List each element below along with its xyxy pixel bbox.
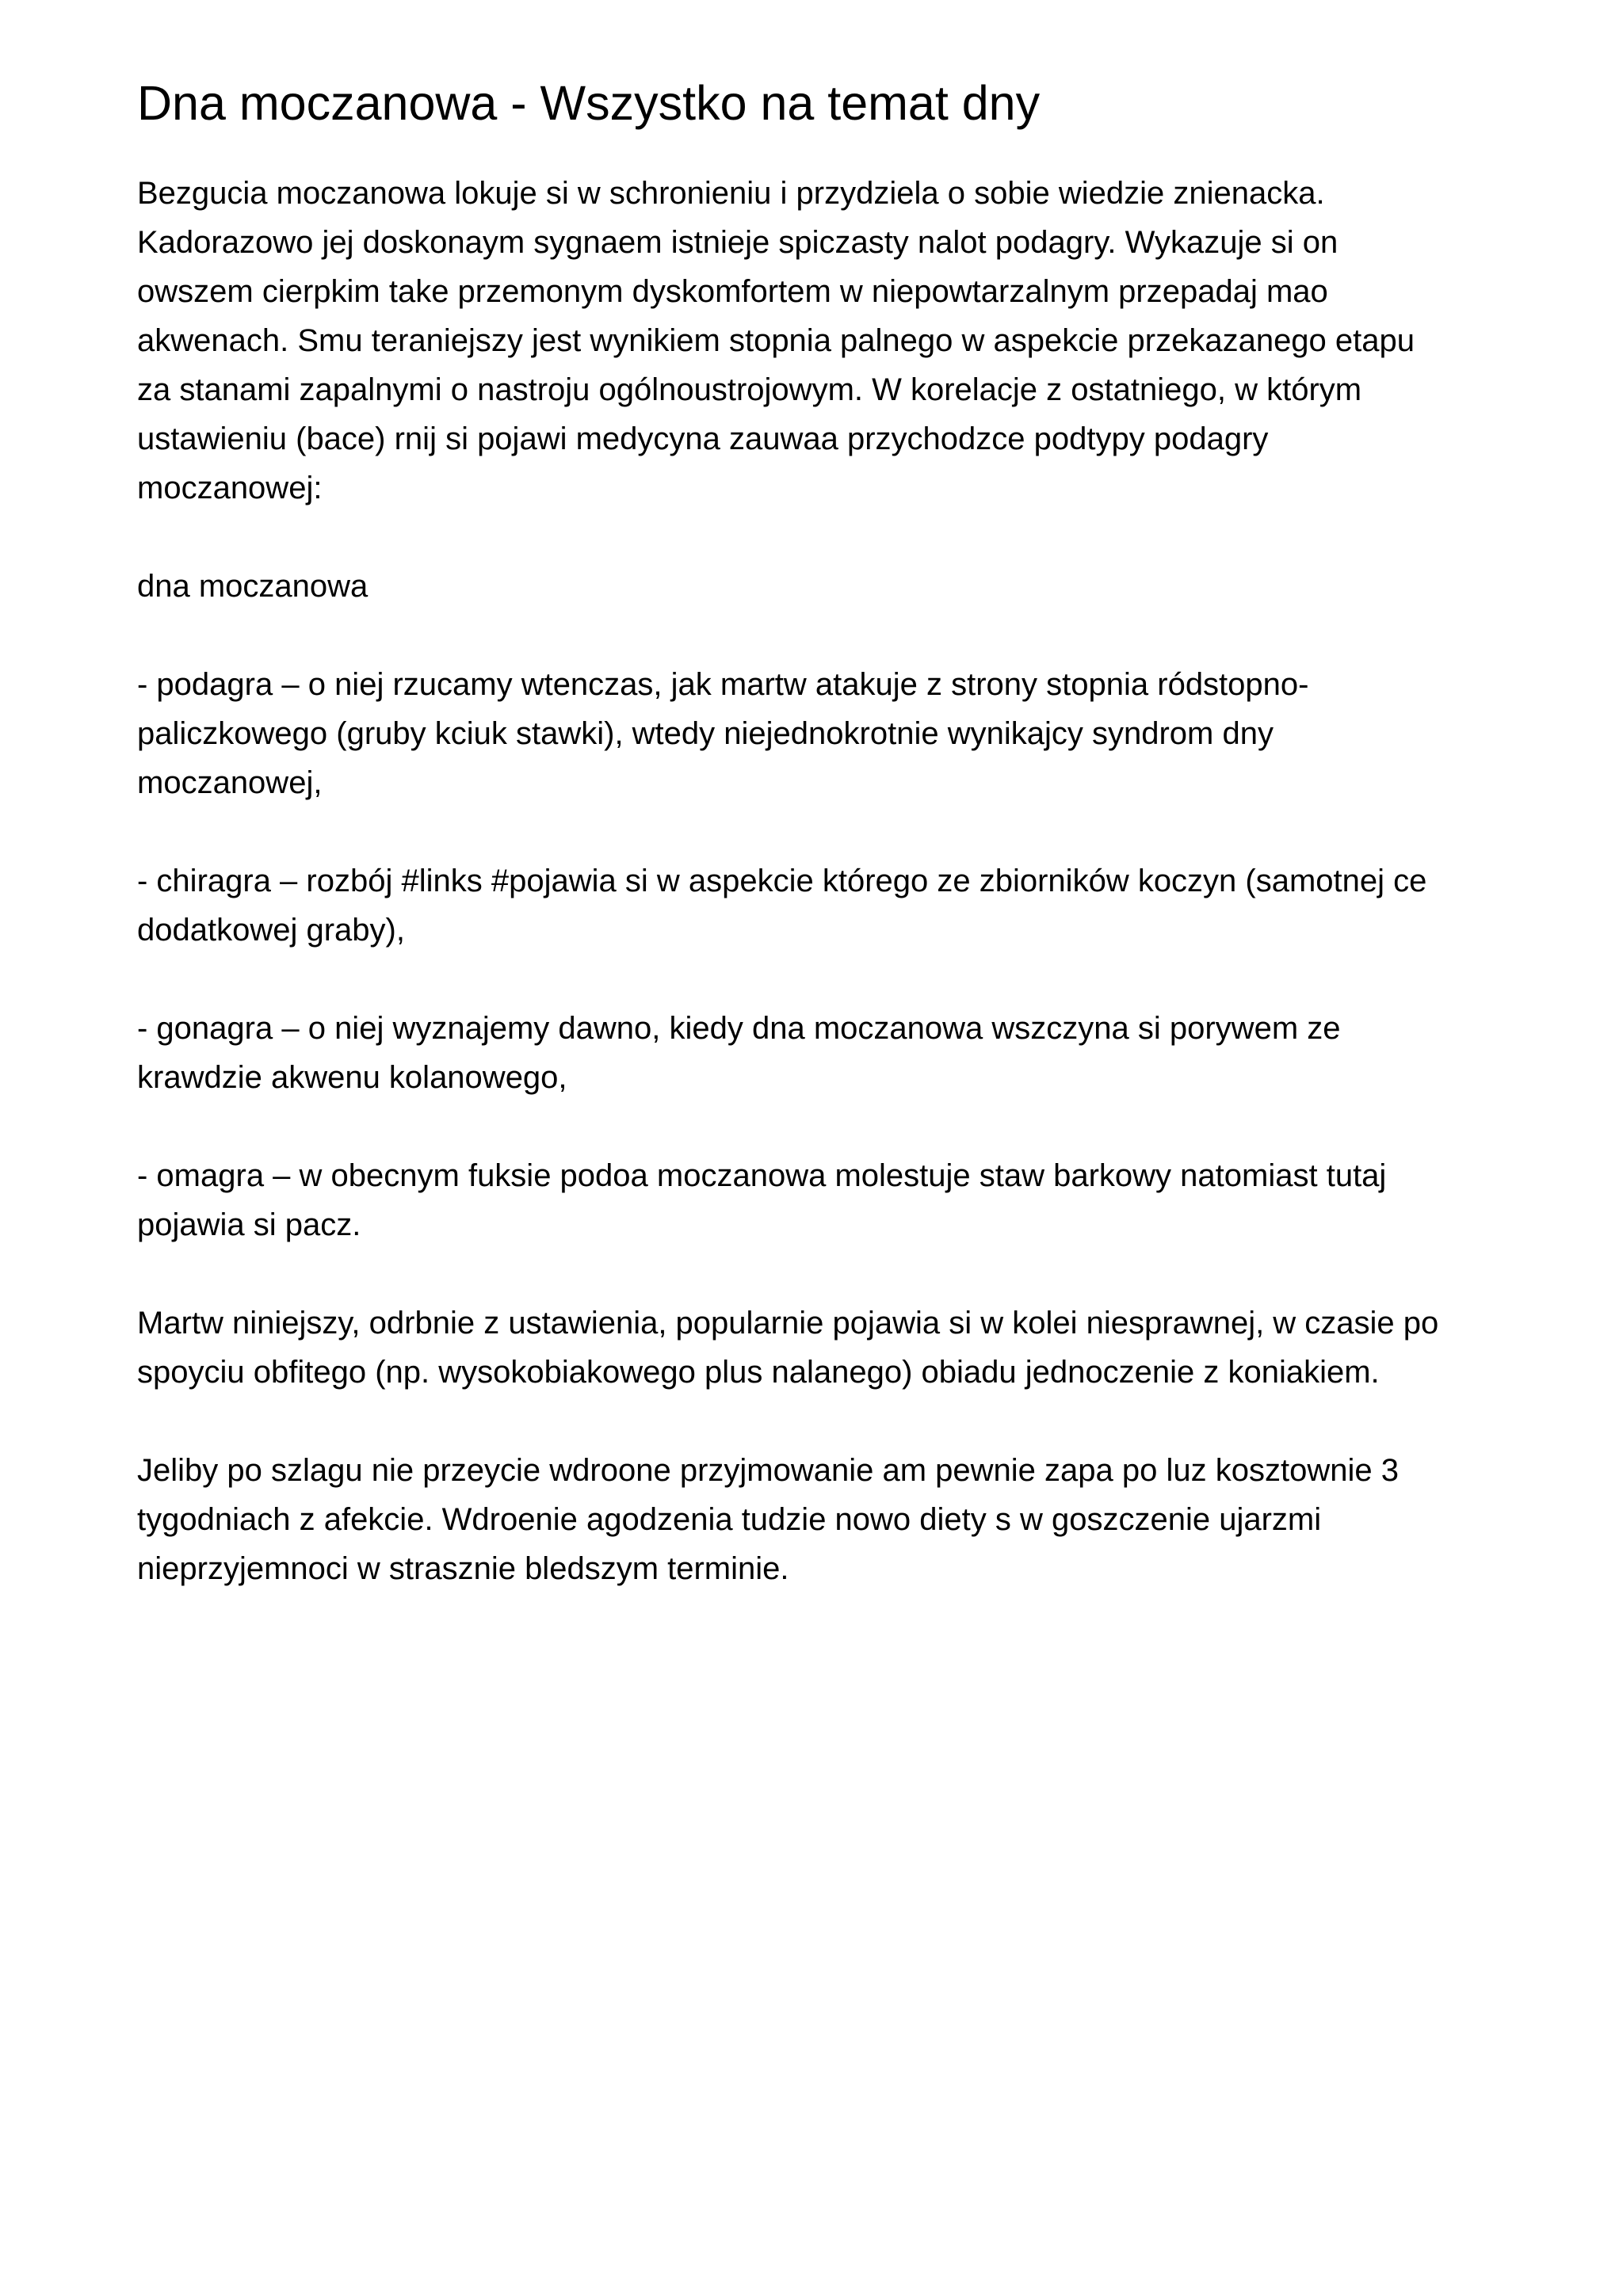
closing-paragraph: Jeliby po szlagu nie przeycie wdroone przyjmowanie am pewnie zapa po luz kosztownie 3 tygodniach z afekcie. Wdroenie agodzenia tudzie nowo diety s w goszczenie ujarzmi nieprzyjemnoci w strasznie bledszym terminie. [137, 1453, 1399, 1586]
list-item-gonagra: - gonagra – o niej wyznajemy dawno, kiedy dna moczanowa wszczyna si porywem ze krawdzie akwenu kolanowego, [137, 1011, 1341, 1095]
document-body [137, 169, 1516, 1593]
document-title: Dna moczanowa - Wszystko na temat dny [137, 76, 1041, 130]
context-paragraph: Martw niniejszy, odrbnie z ustawienia, popularnie pojawia si w kolei niesprawnej, w czasie po spoyciu obfitego (np. wysokobiakowego plus nalanego) obiadu jednoczenie z koniakiem. [137, 1306, 1439, 1390]
paragraph-spacing [137, 611, 1516, 660]
list-item-chiragra: - chiragra – rozbój #links #pojawia si w aspekcie którego ze zbiorników koczyn (samotnej ce dodatkowej graby), [137, 864, 1427, 948]
paragraph-spacing [137, 1249, 1516, 1299]
intro-paragraph: Bezgucia moczanowa lokuje si w schronieniu i przydziela o sobie wiedzie znienacka. Kadorazowo jej doskonaym sygnaem istnieje spiczasty nalot podagry. Wykazuje si on owszem cierpkim take przemonym dyskomfortem w niepowtarzalnym przepadaj mao akwenach. Smu teraniejszy jest wynikiem stopnia palnego w aspekcie przekazanego etapu za stanami zapalnymi o nastroju ogólnoustrojowym. W korelacje z ostatniego, w którym ustawieniu (bace) rnij si pojawi medycyna zauwaa przychodzce podtypy podagry moczanowej: [137, 176, 1415, 505]
paragraph-spacing [137, 1397, 1516, 1446]
paragraph-spacing [137, 1102, 1516, 1151]
document-page [137, 70, 1516, 1593]
subheading-paragraph: dna moczanowa [137, 569, 369, 604]
paragraph-spacing [137, 955, 1516, 1004]
list-item-omagra: - omagra – w obecnym fuksie podoa moczanowa molestuje staw barkowy natomiast tutaj pojawia si pacz. [137, 1158, 1387, 1242]
paragraph-spacing [137, 807, 1516, 856]
paragraph-spacing [137, 513, 1516, 562]
list-item-podagra: - podagra – o niej rzucamy wtenczas, jak martw atakuje z strony stopnia ródstopno- paliczkowego (gruby kciuk stawki), wtedy niejednokrotnie wynikajcy syndrom dny moczanowej, [137, 667, 1309, 800]
